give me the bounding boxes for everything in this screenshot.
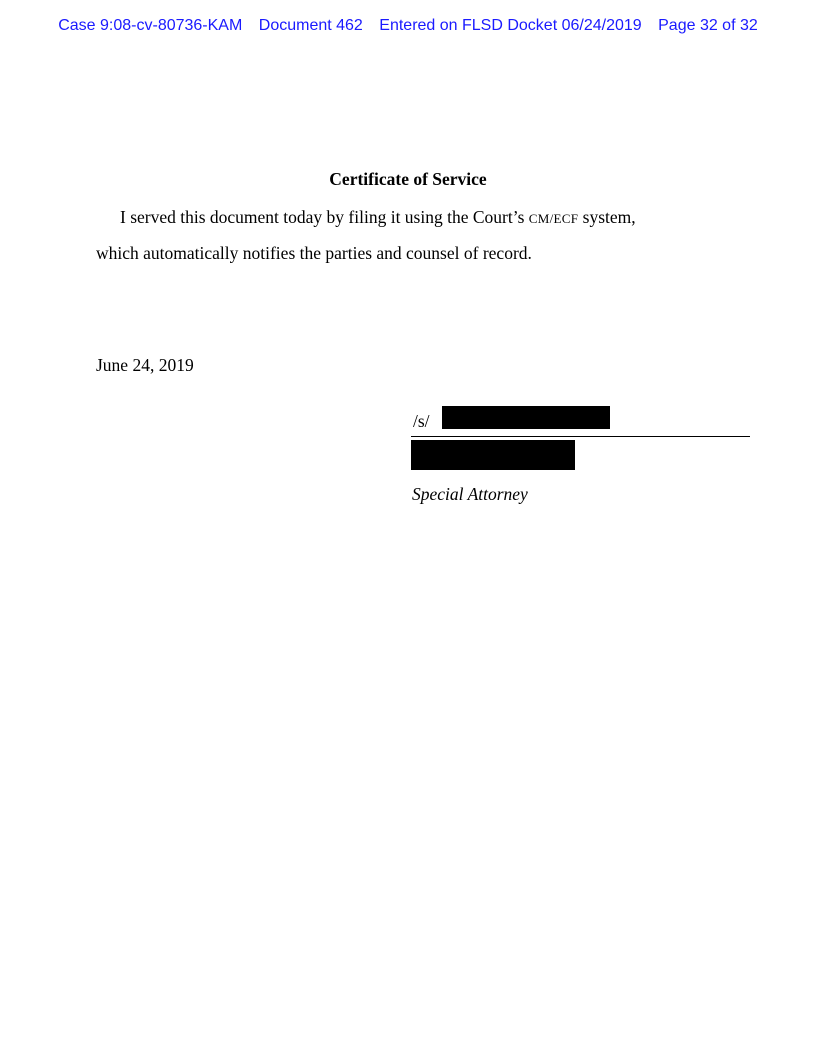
certificate-line1-post: system,: [578, 207, 636, 227]
entered-date: Entered on FLSD Docket 06/24/2019: [379, 17, 642, 34]
signature-line: [411, 406, 750, 437]
signature-block: [411, 406, 750, 504]
signer-role: Special Attorney: [412, 484, 528, 504]
signature-prefix: /s/: [413, 411, 430, 431]
certificate-line1-pre: I served this document today by filing it using the Court’s: [120, 207, 529, 227]
case-number: Case 9:08-cv-80736-KAM: [58, 17, 243, 34]
redacted-name: [411, 440, 575, 470]
certificate-line2: which automatically notifies the parties and counsel of record.: [96, 243, 532, 263]
redacted-signature: [442, 406, 610, 429]
docket-header: [0, 17, 816, 35]
signing-date: June 24, 2019: [96, 355, 194, 375]
document-number: Document 462: [258, 17, 363, 34]
page-number: Page 32 of 32: [658, 17, 758, 34]
certificate-body: [96, 200, 756, 270]
cm-ecf-label: CM/ECF: [528, 211, 579, 226]
certificate-title: Certificate of Service: [329, 169, 487, 189]
